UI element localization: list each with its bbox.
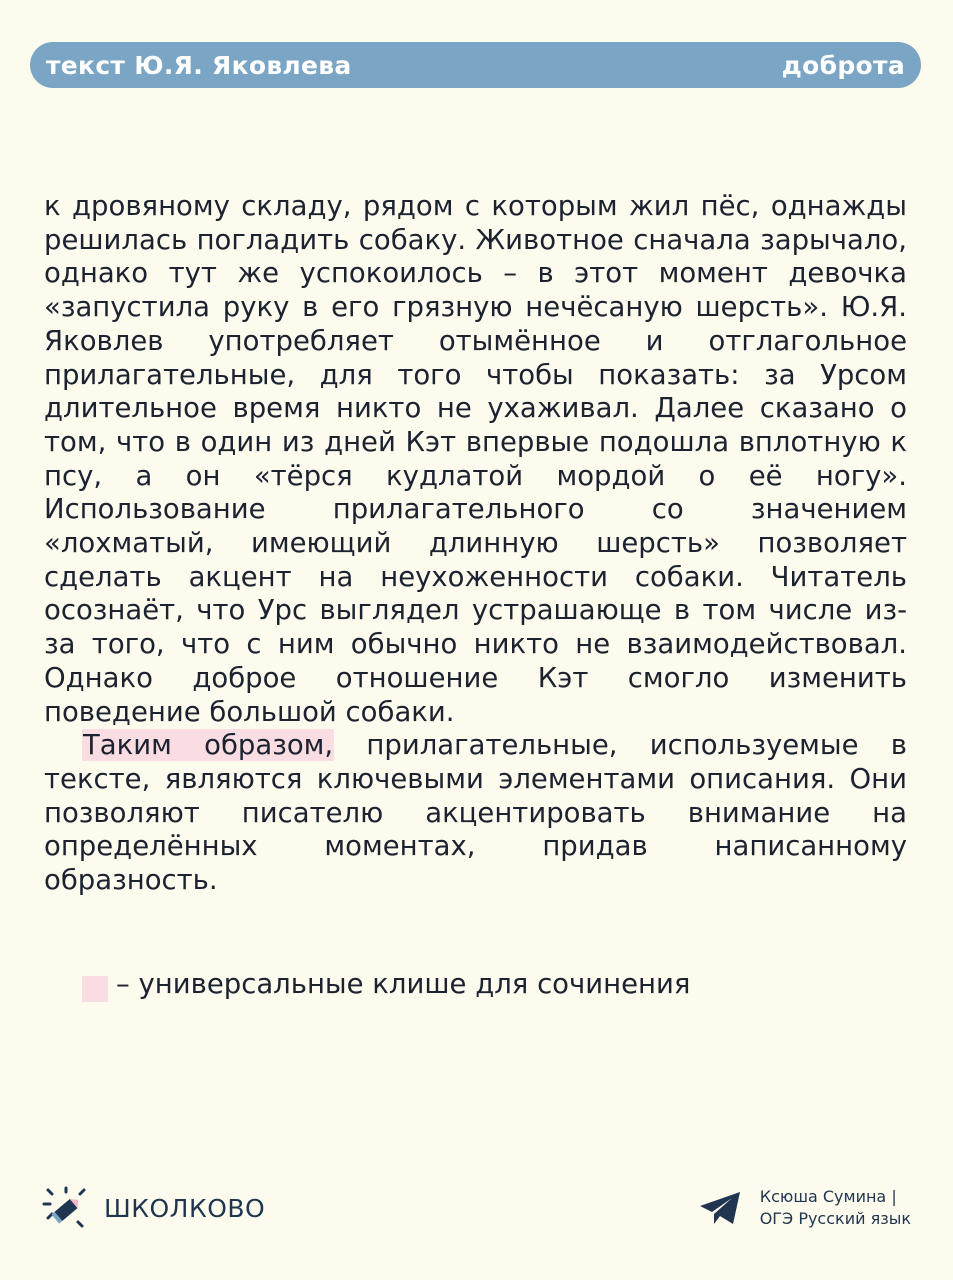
legend-text: – универсальные клише для сочинения (116, 968, 691, 1000)
header-text-title: текст Ю.Я. Яковлева (46, 50, 352, 80)
pencil-sparkle-icon (42, 1186, 90, 1230)
legend-swatch (82, 976, 108, 1002)
essay-text (44, 190, 907, 898)
telegram-icon (700, 1190, 742, 1226)
author-info (760, 1186, 911, 1230)
essay-paragraph-2 (44, 729, 907, 898)
brand-logo (42, 1186, 265, 1230)
author-name: Ксюша Сумина | (759, 1187, 897, 1206)
brand-name: ШКОЛКОВО (104, 1193, 266, 1223)
author-credit[interactable] (700, 1186, 911, 1230)
essay-paragraph-1: к дровяному складу, рядом с которым жил пёс, однажды решилась погладить собаку. Животное сначала зарычало, однако тут же успокоилось – в этот момент девочка «запустила руку в его грязную нечёсаную шерсть». Ю.Я. Яковлев употребляет отымённое и отглагольное прилагательные, для того чтобы показать: за Урсом длительное время никто не ухаживал. Далее сказано о том, что в один из дней Кэт впервые подошла вплотную к псу, а он «тёрся кудлатой мордой о её ногу». Использование прилагательного со значением «лохматый, имеющий длинную шерсть» позволяет сделать акцент на неухоженности собаки. Читатель осознаёт, что Урс выглядел устрашающе в том числе из-за того, что с ним обычно никто не взаимодействовал. Однако доброе отношение Кэт смогло изменить поведение большой собаки. (44, 190, 907, 728)
header-topic: доброта (781, 50, 905, 80)
cliche-highlight: Таким образом, (83, 729, 334, 762)
author-channel: ОГЭ Русский язык (759, 1209, 911, 1228)
header-bar (30, 42, 921, 88)
essay-paragraph-2-rest: прилагательные, используемые в тексте, являются ключевыми элементами описания. Они позволяют писателю акцентировать внимание на определённых моментах, придав написанному образность. (44, 729, 907, 897)
legend (82, 966, 690, 1002)
